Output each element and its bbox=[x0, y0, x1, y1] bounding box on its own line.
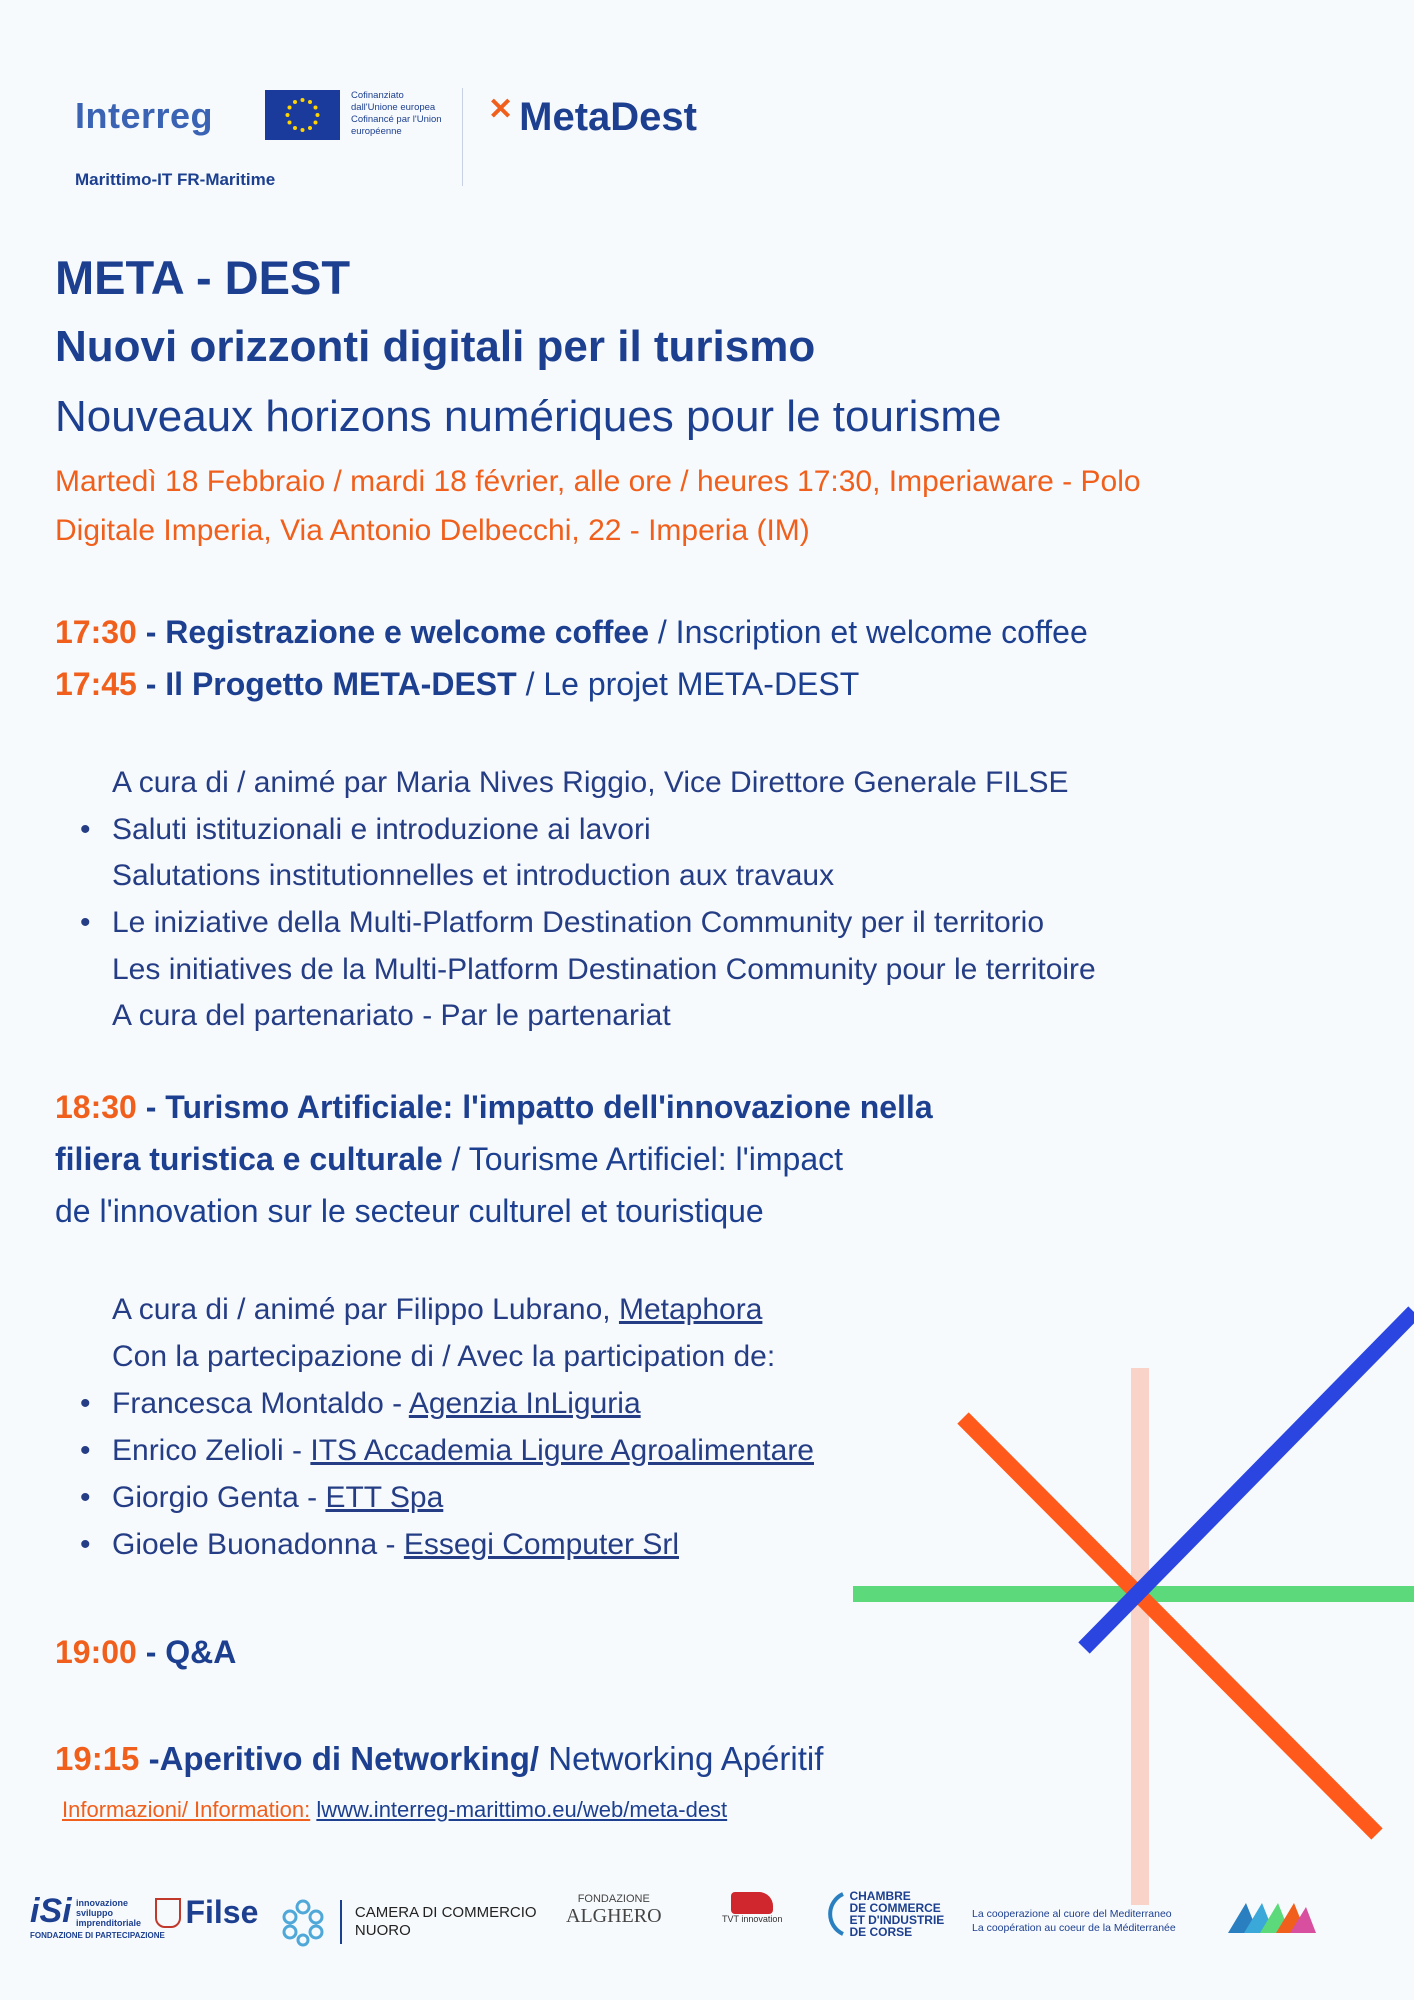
list-item: • Saluti istituzionali e introduzione ai lavori bbox=[80, 813, 651, 846]
eu-cofinance-text: Cofinanziato dall'Unione europea Cofinancé par l'Union européenne bbox=[351, 90, 442, 137]
speaker-item: • Francesca Montaldo - Agenzia InLiguria bbox=[80, 1387, 641, 1420]
agenda-item-1745 bbox=[55, 666, 859, 703]
bullet-icon: • bbox=[80, 1387, 91, 1420]
speaker-item: • Enrico Zelioli - ITS Accademia Ligure Agroalimentare bbox=[80, 1434, 814, 1467]
speaker-org-link[interactable]: Essegi Computer Srl bbox=[403, 1528, 679, 1561]
metadest-logo bbox=[488, 92, 697, 140]
agenda-time: 19:00 bbox=[55, 1634, 137, 1670]
agenda-item-1830-line2 bbox=[55, 1141, 843, 1178]
filse-logo: Filse bbox=[155, 1894, 258, 1931]
speaker-org-link[interactable]: ITS Accademia Ligure Agroalimentare bbox=[310, 1434, 814, 1467]
agenda-item-1900 bbox=[55, 1634, 236, 1671]
agenda-title-fr: / Tourisme Artificiel: l'impact bbox=[442, 1141, 843, 1177]
program-label: Marittimo-IT FR-Maritime bbox=[75, 170, 276, 189]
cci-emblem-icon bbox=[815, 1890, 845, 1938]
agenda-item-1730 bbox=[55, 614, 1088, 651]
list-item-note: A cura del partenariato - Par le partenariat bbox=[112, 999, 671, 1032]
bullet-icon: • bbox=[80, 1528, 91, 1561]
speaker-item: • Giorgio Genta - ETT Spa bbox=[80, 1481, 444, 1514]
agenda-title-it: - Il Progetto META-DEST bbox=[136, 666, 517, 702]
metadest-x-icon: ✕ bbox=[488, 92, 514, 126]
list-item-translation: Salutations institutionnelles et introduction aux travaux bbox=[112, 859, 835, 892]
page-title: META - DEST bbox=[55, 251, 351, 304]
agenda-title-fr: Networking Apéritif bbox=[539, 1740, 824, 1777]
mountains-logo-icon bbox=[1228, 1895, 1318, 1940]
participation-intro: Con la partecipazione di / Avec la participation de: bbox=[112, 1340, 776, 1373]
agenda-time: 19:15 bbox=[55, 1740, 140, 1777]
camera-emblem-icon bbox=[278, 1897, 328, 1947]
speaker-org-link[interactable]: ETT Spa bbox=[325, 1481, 444, 1514]
agenda-item-1830 bbox=[55, 1089, 933, 1126]
agenda-host-1745: A cura di / animé par Maria Nives Riggio, Vice Direttore Generale FILSE bbox=[112, 766, 1069, 799]
bullet-icon: • bbox=[80, 1434, 91, 1467]
agenda-time: 17:30 bbox=[55, 614, 137, 650]
agenda-title-fr-line3: de l'innovation sur le secteur culturel et touristique bbox=[55, 1193, 764, 1229]
agenda-host-1830: A cura di / animé par Filippo Lubrano, Metaphora bbox=[112, 1293, 763, 1326]
tvt-innovation-logo: TVT innovation bbox=[722, 1892, 782, 1924]
bullet-icon: • bbox=[80, 1481, 91, 1514]
tvt-emblem-icon bbox=[731, 1892, 773, 1914]
subtitle-fr: Nouveaux horizons numériques pour le tourisme bbox=[55, 392, 1002, 441]
event-date-line: Martedì 18 Febbraio / mardi 18 février, alle ore / heures 17:30, Imperiaware - Polo bbox=[55, 465, 1141, 498]
agenda-title-fr: / Le projet META-DEST bbox=[516, 666, 860, 702]
bullet-icon: • bbox=[80, 906, 91, 939]
cci-corse-logo: CHAMBRE DE COMMERCE ET D'INDUSTRIE DE CORSE bbox=[815, 1890, 944, 1938]
shield-icon bbox=[155, 1898, 181, 1928]
list-item: • Le iniziative della Multi-Platform Destination Community per il territorio bbox=[80, 906, 1045, 939]
agenda-time: 17:45 bbox=[55, 666, 137, 702]
event-location-line: Digitale Imperia, Via Antonio Delbecchi, 22 - Imperia (IM) bbox=[55, 514, 810, 547]
agenda-time: 18:30 bbox=[55, 1089, 137, 1125]
agenda-title-it: - Q&A bbox=[136, 1634, 237, 1670]
agenda-title-it: - Turismo Artificiale: l'impatto dell'innovazione nella bbox=[136, 1089, 933, 1125]
metadest-name: MetaDest bbox=[519, 95, 697, 139]
speaker-item: • Gioele Buonadonna - Essegi Computer Srl bbox=[80, 1528, 679, 1561]
agenda-title-fr: / Inscription et welcome coffee bbox=[649, 614, 1088, 650]
info-label: Informazioni/ Information: bbox=[62, 1797, 311, 1822]
orange-diagonal-line bbox=[963, 1418, 1377, 1834]
header-divider bbox=[462, 88, 463, 186]
bullet-icon: • bbox=[80, 813, 91, 846]
eu-flag-icon bbox=[265, 90, 340, 140]
isi-logo: iSi innovazione sviluppo imprenditoriale FONDAZIONE DI PARTECIPAZIONE bbox=[30, 1892, 165, 1940]
list-item-translation: Les initiatives de la Multi-Platform Destination Community pour le territoire bbox=[112, 953, 1096, 986]
agenda-item-1915 bbox=[55, 1740, 823, 1778]
subtitle-it: Nuovi orizzonti digitali per il turismo bbox=[55, 322, 816, 371]
interreg-logo: Interreg bbox=[75, 95, 214, 136]
agenda-title-it: -Aperitivo di Networking/ bbox=[139, 1740, 540, 1777]
metaphora-link[interactable]: Metaphora bbox=[618, 1293, 763, 1326]
agenda-title-it: - Registrazione e welcome coffee bbox=[136, 614, 649, 650]
agenda-title-it: filiera turistica e culturale bbox=[55, 1141, 443, 1177]
info-url-link[interactable]: lwww.interreg-marittimo.eu/web/meta-dest bbox=[316, 1797, 728, 1822]
speaker-org-link[interactable]: Agenzia InLiguria bbox=[408, 1387, 641, 1420]
info-line bbox=[62, 1797, 727, 1823]
med-tagline: La cooperazione al cuore del Mediterraneo La coopération au coeur de la Méditerranée bbox=[972, 1908, 1176, 1934]
fondazione-alghero-logo: FONDAZIONE ALGHERO bbox=[566, 1893, 662, 1927]
camera-nuoro-logo: CAMERA DI COMMERCIO NUORO bbox=[278, 1897, 537, 1947]
